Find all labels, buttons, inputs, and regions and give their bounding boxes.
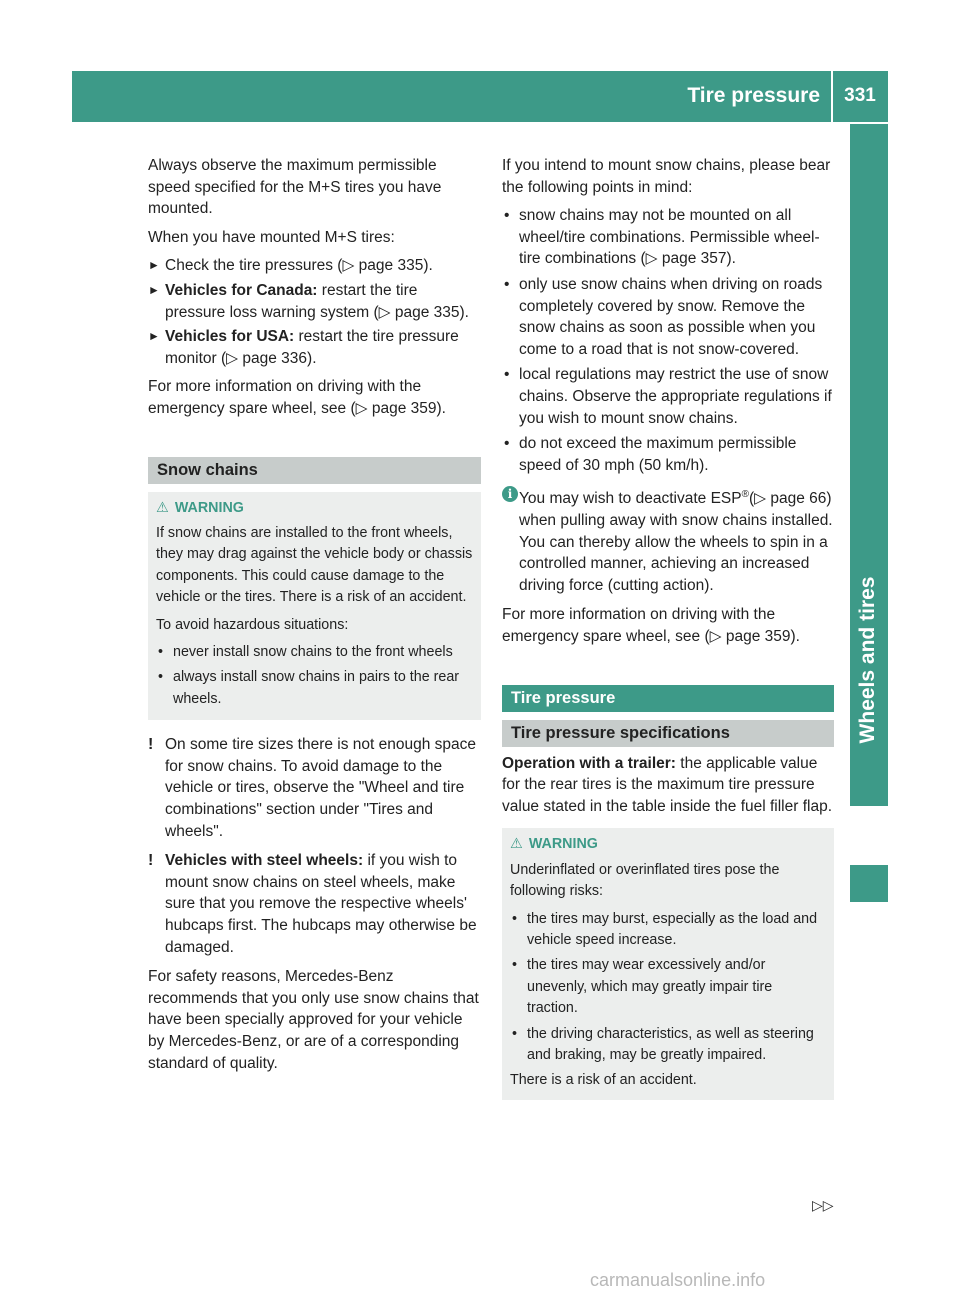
chapter-side-label-wrap bbox=[848, 560, 888, 760]
caution-note bbox=[148, 850, 481, 958]
paragraph: When you have mounted M+S tires: bbox=[148, 228, 395, 246]
bullet-icon: • bbox=[504, 275, 510, 293]
bullet-icon: • bbox=[158, 669, 164, 686]
continued-arrows-icon: ▷▷ bbox=[812, 1197, 834, 1213]
warning-title bbox=[156, 498, 473, 519]
note-bold-label: Vehicles with steel wheels: bbox=[165, 852, 364, 870]
warning-bullet bbox=[156, 642, 473, 663]
bullet-icon: • bbox=[512, 1025, 518, 1042]
paragraph: For more information on driving with the emergency spare wheel, see (▷ page 359). bbox=[148, 378, 446, 417]
exclamation-icon: ! bbox=[148, 736, 154, 754]
paragraph: For more information on driving with the emergency spare wheel, see (▷ page 359). bbox=[502, 606, 800, 646]
right-column bbox=[502, 155, 834, 1100]
warning-triangle-icon: ⚠ bbox=[510, 836, 523, 853]
bullet-text: only use snow chains when driving on roads completely covered by snow. Remove the snow chains as soon as possible when you come to a road that is not snow-covered. bbox=[519, 275, 823, 358]
header-divider bbox=[831, 71, 833, 122]
warning-bullet bbox=[510, 1024, 826, 1067]
bullet-text: local regulations may restrict the use of snow chains. Observe the appropriate regulations if you wish to mount snow chains. bbox=[519, 366, 832, 427]
step-text: restart the tire pressure monitor (▷ page 336). bbox=[165, 328, 459, 367]
bullet-text: snow chains may not be mounted on all wheel/tire combinations. Permissible wheel-tire combinations (▷ page 357). bbox=[519, 207, 820, 268]
chapter-side-label: Wheels and tires bbox=[856, 576, 879, 744]
subsection-heading-specifications: Tire pressure specifications bbox=[502, 720, 834, 747]
paragraph: Always observe the maximum permissible speed specified for the M+S tires you have mounted. bbox=[148, 157, 442, 218]
warning-triangle-icon: ⚠ bbox=[156, 499, 169, 516]
warning-text: There is a risk of an accident. bbox=[510, 1072, 697, 1089]
instruction-step bbox=[148, 255, 481, 277]
instruction-step bbox=[148, 326, 481, 369]
section-heading-tire-pressure: Tire pressure bbox=[502, 685, 834, 712]
bullet-text: always install snow chains in pairs to the rear wheels. bbox=[173, 669, 460, 707]
bullet-icon: • bbox=[158, 643, 164, 660]
step-arrow-icon: ► bbox=[148, 282, 160, 297]
list-bullet bbox=[502, 364, 834, 429]
page-number: 331 bbox=[844, 85, 876, 106]
warning-title bbox=[510, 834, 826, 855]
bullet-text: do not exceed the maximum permissible speed of 30 mph (50 km/h). bbox=[519, 435, 797, 474]
exclamation-icon: ! bbox=[148, 852, 154, 870]
warning-bullet bbox=[510, 909, 826, 952]
step-bold-label: Vehicles for Canada: bbox=[165, 281, 318, 299]
bullet-text: the tires may wear excessively and/or unevenly, which may greatly impair tire traction. bbox=[527, 957, 773, 1017]
info-note bbox=[502, 484, 834, 596]
paragraph bbox=[502, 753, 834, 818]
caution-note bbox=[148, 734, 481, 842]
bullet-text: never install snow chains to the front wheels bbox=[173, 643, 453, 660]
warning-title-text: WARNING bbox=[528, 836, 598, 853]
chapter-tab-marker bbox=[850, 865, 888, 902]
step-text: restart the tire pressure loss warning system (▷ page 335). bbox=[165, 281, 469, 321]
bullet-text: the tires may burst, especially as the load and vehicle speed increase. bbox=[527, 910, 818, 949]
step-arrow-icon: ► bbox=[148, 258, 160, 273]
list-bullet bbox=[502, 433, 834, 476]
warning-bullet bbox=[510, 955, 826, 1019]
info-icon: i bbox=[502, 486, 518, 502]
instruction-step bbox=[148, 280, 481, 323]
step-bold-label: Vehicles for USA: bbox=[165, 328, 295, 346]
step-text: Check the tire pressures (▷ page 335). bbox=[165, 257, 433, 275]
left-column bbox=[148, 155, 481, 1081]
warning-text: To avoid hazardous situations: bbox=[156, 616, 349, 633]
bullet-icon: • bbox=[504, 435, 510, 453]
page-section-title: Tire pressure bbox=[687, 84, 820, 107]
info-text: (▷ page 66) when pulling away with snow chains installed. You can thereby allow the wheels to spin in a controlled manner, achieving an increased driving force (cutting action). bbox=[519, 490, 833, 594]
registered-mark: ® bbox=[741, 489, 749, 501]
bullet-icon: • bbox=[512, 957, 518, 974]
watermark: carmanualsonline.info bbox=[590, 1270, 766, 1290]
list-bullet bbox=[502, 274, 834, 360]
section-heading-snow-chains: Snow chains bbox=[148, 457, 481, 484]
trailer-text: the applicable value for the rear tires is the maximum tire pressure value stated in the table inside the fuel filler flap. bbox=[502, 754, 833, 815]
bullet-icon: • bbox=[512, 910, 518, 927]
warning-bullet bbox=[156, 667, 473, 710]
bullet-text: the driving characteristics, as well as steering and braking, may be greatly impaired. bbox=[527, 1025, 814, 1064]
bullet-icon: • bbox=[504, 366, 510, 384]
paragraph: For safety reasons, Mercedes-Benz recommends that you only use snow chains that have been specially approved for your vehicle by Mercedes-Benz, or are of a corresponding standard of quality. bbox=[148, 968, 479, 1072]
list-bullet bbox=[502, 205, 834, 270]
trailer-bold-label: Operation with a trailer: bbox=[502, 754, 676, 772]
note-text: On some tire sizes there is not enough space for snow chains. To avoid damage to the vehicle or tires, observe the "Wheel and tire combinations" section under "Tires and wheels". bbox=[165, 736, 477, 840]
bullet-icon: • bbox=[504, 207, 510, 225]
info-text: You may wish to deactivate ESP bbox=[519, 490, 742, 508]
warning-box bbox=[502, 828, 834, 1099]
note-text: if you wish to mount snow chains on steel wheels, make sure that you remove the respective wheels' hubcaps first. The hubcaps may otherwise be damaged. bbox=[165, 852, 477, 956]
warning-text: Underinflated or overinflated tires pose the following risks: bbox=[510, 861, 780, 900]
warning-text: If snow chains are installed to the front wheels, they may drag against the vehicle body or chassis components. This could cause damage to the vehicle or the tires. There is a risk of an accident. bbox=[156, 524, 473, 606]
paragraph: If you intend to mount snow chains, please bear the following points in mind: bbox=[502, 157, 831, 196]
warning-title-text: WARNING bbox=[174, 499, 244, 516]
warning-box bbox=[148, 492, 481, 721]
step-arrow-icon: ► bbox=[148, 329, 160, 344]
